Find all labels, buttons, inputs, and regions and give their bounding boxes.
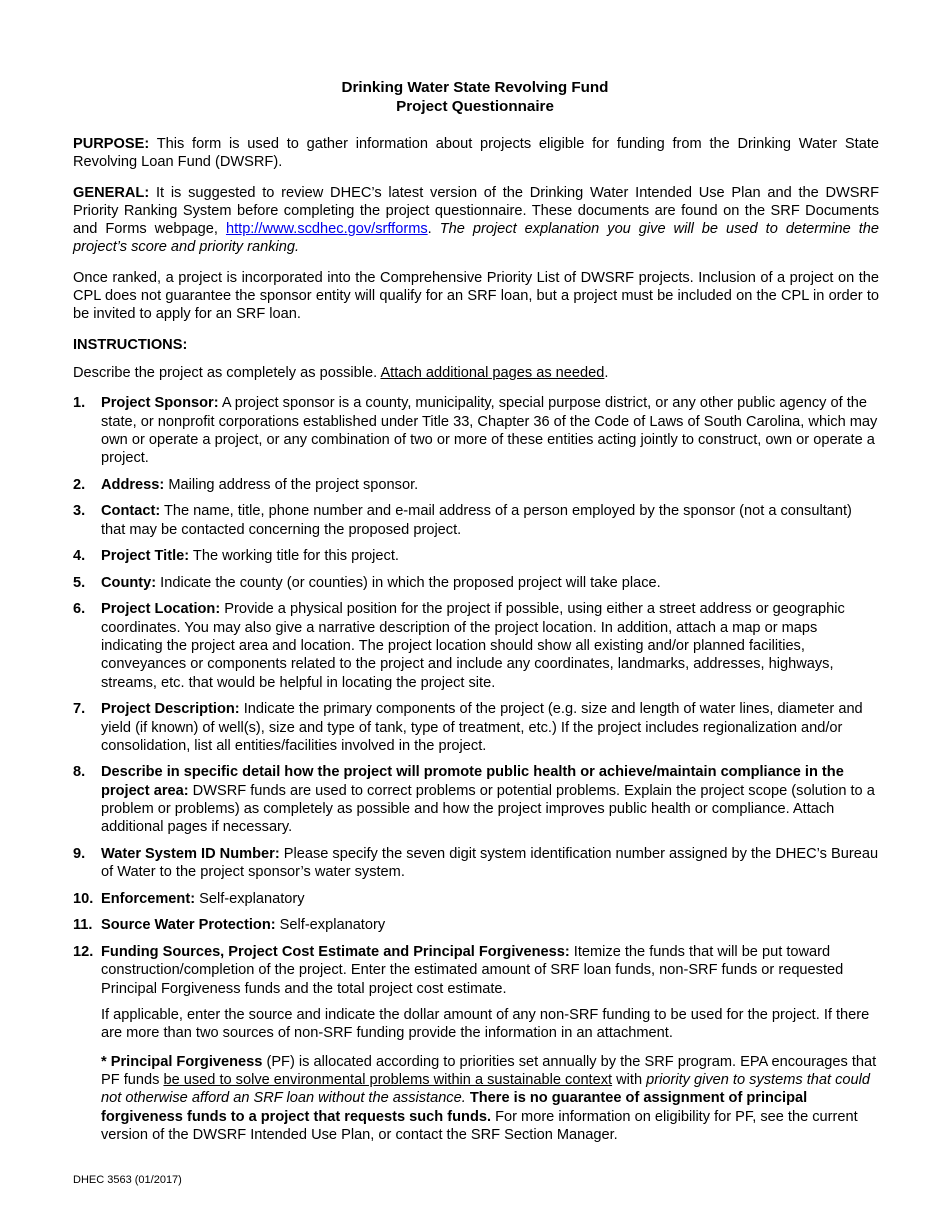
item-number: 4.: [73, 548, 86, 565]
list-item: [73, 890, 879, 908]
item-text: [101, 700, 879, 755]
item-text: [101, 890, 879, 908]
list-item: [73, 700, 879, 755]
text-run: The project explanation you give will be used to determine the project’s score and priority ranking.: [73, 221, 880, 256]
list-item: [73, 394, 879, 467]
text-run: GENERAL:: [73, 184, 150, 201]
item-number: 7.: [73, 701, 86, 718]
srf-forms-link[interactable]: http://www.scdhec.gov/srfforms: [225, 221, 428, 238]
item-text: [101, 476, 879, 494]
list-item: [73, 916, 879, 934]
title-line-2: Project Questionnaire: [396, 97, 554, 115]
text-run: Funding Sources, Project Cost Estimate and Principal Forgiveness:: [101, 943, 570, 960]
item-number: 11.: [73, 917, 93, 934]
text-run: If applicable, enter the source and indicate the dollar amount of any non-SRF funding to be used for the project. If there are more than two sources of non-SRF funding provide the information in an attachment.: [101, 1007, 870, 1042]
item-text: [101, 547, 879, 565]
text-run: Describe the project as completely as possible.: [73, 364, 381, 381]
instruction-list: [73, 394, 879, 998]
text-run: priority given to systems that could not otherwise afford an SRF loan without the assistance.: [101, 1072, 871, 1107]
text-run: Describe in specific detail how the project will promote public health or achieve/maintain compliance in the project area:: [101, 764, 844, 799]
item-text: [101, 763, 879, 836]
text-run: Provide a physical position for the project if possible, using either a street address or geographic coordinates. You may also give a narrative description of the project location. In addition, attach a map or maps indicating the project area and location. The project location should show all existing and/or planned facilities, conveyances or components related to the project and include any coordinates, landmarks, addresses, highways, streams, etc. that would be helpful in locating the project site.: [101, 601, 845, 691]
text-run: Indicate the primary components of the project (e.g. size and length of water lines, diameter and yield (if known) of well(s), size and type of tank, type of treatment, etc.) If the project includes regionalization and/or consolidation, list all entities/facilities involved in the project.: [101, 701, 863, 754]
text-run: Please specify the seven digit system identification number assigned by the DHEC’s Bureau of Water to the project sponsor’s water system.: [101, 845, 879, 881]
text-run: For more information on eligibility for PF, see the current version of the DWSRF Intended Use Plan, or contact the SRF Section Manager.: [101, 1108, 858, 1143]
text-run: Project Title:: [101, 548, 190, 565]
text-run: Mailing address of the project sponsor.: [164, 476, 419, 493]
text-run: Water System ID Number:: [101, 845, 280, 862]
text-run: PURPOSE:: [73, 136, 150, 152]
text-run: Itemize the funds that will be put toward construction/completion of the project. Enter the estimated amount of SRF loan funds, non-SRF funds or requested Principal Forgiveness funds and the total project cost estimate.: [101, 943, 844, 997]
text-run: * Principal Forgiveness: [101, 1053, 263, 1070]
general-paragraph: [73, 184, 879, 257]
intro-section: [73, 135, 879, 324]
list-item: [73, 574, 879, 592]
text-run: .: [427, 221, 440, 238]
item-12-details: [73, 1006, 879, 1144]
purpose-paragraph: [73, 135, 879, 172]
non-srf-funding-paragraph: [101, 1006, 879, 1043]
item-number: 1.: [73, 395, 86, 412]
ranking-paragraph: [73, 269, 879, 324]
instructions-intro: [73, 364, 879, 382]
item-text: [101, 502, 879, 539]
list-item: [73, 600, 879, 691]
text-run: This form is used to gather information about projects eligible for funding from the Drinking Water State Revolving Loan Fund (DWSRF).: [73, 136, 879, 171]
text-run: A project sponsor is a county, municipality, special purpose district, or any other public agency of the state, or nonprofit corporations established under Title 33, Chapter 36 of the Code of Laws of South Carolina, which may own or operate a project, or any combination of two or more of these entities acting jointly to construct, own or operate a project.: [101, 395, 878, 467]
text-run: Indicate the county (or counties) in which the proposed project will take place.: [156, 574, 661, 591]
item-text: [101, 845, 879, 882]
text-run: There is no guarantee of assignment of principal forgiveness funds to a project that requests such funds.: [101, 1090, 808, 1125]
text-run: Project Sponsor:: [101, 395, 219, 412]
item-number: 8.: [73, 764, 86, 781]
text-run: Self-explanatory: [195, 890, 305, 907]
item-number: 12.: [73, 943, 94, 960]
list-item: [73, 476, 879, 494]
item-number: 5.: [73, 574, 86, 591]
list-item: [73, 763, 879, 836]
list-item: [73, 547, 879, 565]
item-text: [101, 600, 879, 691]
item-text: [101, 943, 879, 998]
text-run: .: [604, 364, 609, 381]
document-body: [73, 135, 879, 1154]
text-run: Self-explanatory: [275, 917, 386, 934]
text-run: Project Description:: [101, 701, 240, 718]
text-run: Address:: [101, 476, 165, 493]
text-run: The working title for this project.: [189, 548, 399, 565]
text-run: The name, title, phone number and e-mail address of a person employed by the sponsor (not a consultant) that may be contacted concerning the proposed project.: [101, 503, 852, 538]
list-item: [73, 943, 879, 998]
list-item: [73, 502, 879, 539]
item-number: 2.: [73, 476, 86, 493]
document-title: [0, 79, 950, 116]
item-text: [101, 574, 879, 592]
text-run: Enforcement:: [101, 890, 196, 907]
text-run: Attach additional pages as needed: [380, 364, 605, 381]
text-run: Project Location:: [101, 601, 221, 618]
item-number: 6.: [73, 601, 86, 618]
text-run: Once ranked, a project is incorporated into the Comprehensive Priority List of DWSRF projects. Inclusion of a project on the CPL does not guarantee the sponsor entity will qualify for an SRF loan, but a project must be included on the CPL in order to be invited to apply for an SRF loan.: [73, 269, 879, 323]
title-line-1: Drinking Water State Revolving Fund: [341, 79, 609, 96]
text-run: with: [612, 1072, 647, 1089]
item-text: [101, 394, 879, 467]
item-number: 3.: [73, 503, 86, 520]
text-run: County:: [101, 574, 157, 591]
text-run: Source Water Protection:: [101, 917, 276, 934]
text-run: be used to solve environmental problems within a sustainable context: [163, 1072, 613, 1089]
text-run: DWSRF funds are used to correct problems or potential problems. Explain the project scope (solution to a problem or problems) as completely as possible and how the project improves public health or compliance. Attach additional pages if necessary.: [101, 782, 875, 836]
item-number: 9.: [73, 845, 86, 862]
item-text: [101, 916, 879, 934]
form-number: DHEC 3563 (01/2017): [73, 1174, 182, 1186]
text-run: (PF) is allocated according to priorities set annually by the SRF program. EPA encourages that PF funds: [101, 1053, 877, 1089]
item-number: 10.: [73, 890, 94, 907]
text-run: It is suggested to review DHEC’s latest version of the Drinking Water Intended Use Plan and the DWSRF Priority Ranking System before completing the project questionnaire. These documents are found on the SRF Documents and Forms webpage,: [73, 184, 879, 238]
instructions-heading: INSTRUCTIONS:: [73, 336, 188, 353]
text-run: Contact:: [101, 503, 161, 520]
principal-forgiveness-paragraph: [101, 1053, 879, 1144]
list-item: [73, 845, 879, 882]
